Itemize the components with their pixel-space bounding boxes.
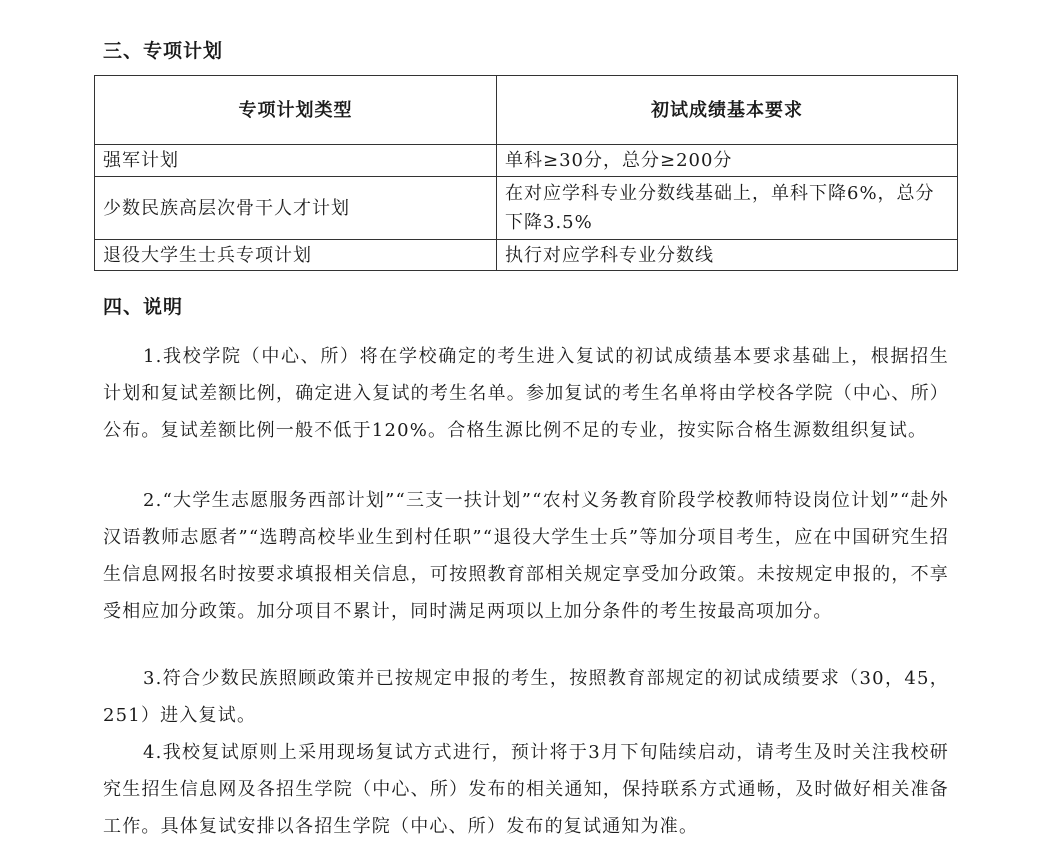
special-plan-table [94, 75, 958, 271]
table-row [95, 145, 958, 177]
plan-type-cell: 少数民族高层次骨干人才计划 [95, 177, 497, 240]
section-heading-special-plans: 三、专项计划 [103, 40, 224, 62]
table-row [95, 177, 958, 240]
section-heading-notes: 四、说明 [103, 296, 184, 318]
note-paragraph-4: 4.我校复试原则上采用现场复试方式进行，预计将于3月下旬陆续启动，请考生及时关注我校研究生招生信息网及各招生学院（中心、所）发布的相关通知，保持联系方式通畅，及时做好相关准备工作。具体复试安排以各招生学院（中心、所）发布的复试通知为准。 [103, 742, 949, 837]
plan-type-cell: 强军计划 [95, 145, 497, 177]
table-header-row [95, 76, 958, 145]
score-requirement-cell: 在对应学科专业分数线基础上，单科下降6%，总分下降3.5% [497, 177, 958, 240]
note-paragraph-1: 1.我校学院（中心、所）将在学校确定的考生进入复试的初试成绩基本要求基础上，根据招生计划和复试差额比例，确定进入复试的考生名单。参加复试的考生名单将由学校各学院（中心、所）公布。复试差额比例一般不低于120%。合格生源比例不足的专业，按实际合格生源数组织复试。 [103, 346, 949, 441]
note-paragraph-2: 2.“大学生志愿服务西部计划”“三支一扶计划”“农村义务教育阶段学校教师特设岗位计划”“赴外汉语教师志愿者”“选聘高校毕业生到村任职”“退役大学生士兵”等加分项目考生，应在中国研究生招生信息网报名时按要求填报相关信息，可按照教育部相关规定享受加分政策。未按规定申报的，不享受相应加分政策。加分项目不累计，同时满足两项以上加分条件的考生按最高项加分。 [103, 490, 949, 622]
header-score-requirement: 初试成绩基本要求 [497, 76, 958, 145]
header-plan-type: 专项计划类型 [95, 76, 497, 145]
note-paragraph-3: 3.符合少数民族照顾政策并已按规定申报的考生，按照教育部规定的初试成绩要求（30，45，251）进入复试。 [103, 668, 949, 726]
plan-type-cell: 退役大学生士兵专项计划 [95, 240, 497, 271]
table-row [95, 240, 958, 271]
score-requirement-cell: 单科≥30分，总分≥200分 [497, 145, 958, 177]
score-requirement-cell: 执行对应学科专业分数线 [497, 240, 958, 271]
